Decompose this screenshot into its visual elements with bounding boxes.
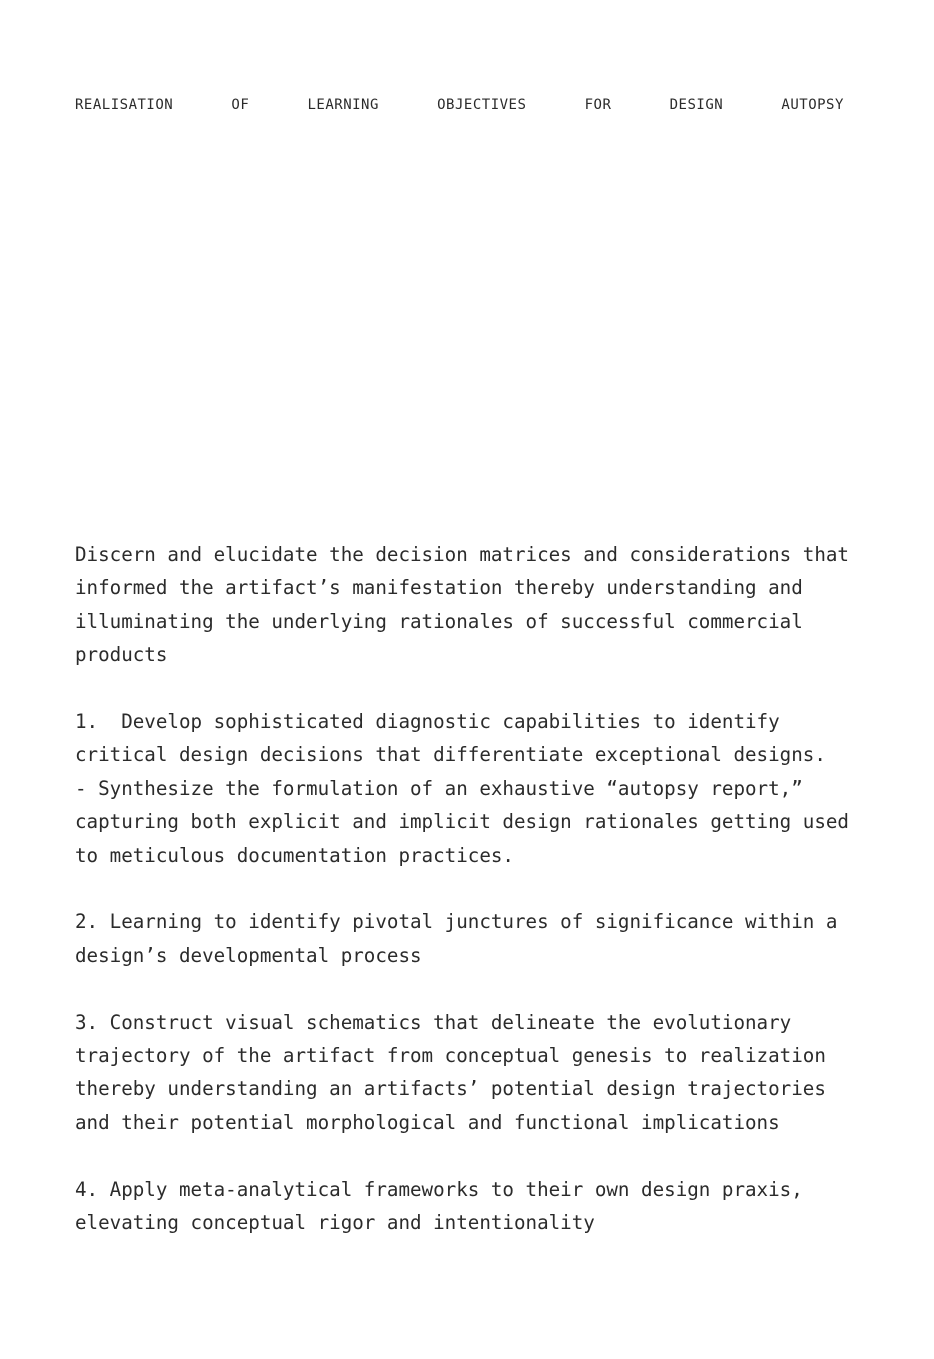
objective-1: [75, 705, 865, 872]
heading-word: OF: [231, 97, 250, 113]
heading-word: REALISATION: [75, 97, 174, 113]
text-line: to meticulous documentation practices.: [75, 843, 514, 867]
intro-paragraph: [75, 538, 865, 672]
text-line: design’s developmental process: [75, 943, 422, 967]
objective-4: [75, 1173, 865, 1240]
text-line: thereby understanding an artifacts’ potential design trajectories: [75, 1077, 826, 1101]
page-heading: [75, 97, 844, 113]
text-line: and their potential morphological and functional implications: [75, 1110, 780, 1134]
text-line: capturing both explicit and implicit design rationales getting used: [75, 810, 849, 834]
document-body: [75, 538, 865, 1273]
text-line: 1. Develop sophisticated diagnostic capabilities to identify: [75, 710, 780, 734]
text-line: 3. Construct visual schematics that delineate the evolutionary: [75, 1010, 792, 1034]
text-line: critical design decisions that differentiate exceptional designs.: [75, 743, 826, 767]
text-line: trajectory of the artifact from conceptual genesis to realization: [75, 1044, 826, 1068]
objective-3: [75, 1006, 865, 1140]
heading-word: DESIGN: [669, 97, 724, 113]
text-line: 4. Apply meta-analytical frameworks to their own design praxis,: [75, 1177, 803, 1201]
heading-word: LEARNING: [307, 97, 379, 113]
heading-word: FOR: [584, 97, 612, 113]
text-line: elevating conceptual rigor and intentionality: [75, 1211, 595, 1235]
heading-word: OBJECTIVES: [437, 97, 527, 113]
text-line: Discern and elucidate the decision matrices and considerations that: [75, 543, 849, 566]
objective-2: [75, 905, 865, 972]
text-line: products: [75, 643, 168, 667]
text-line: - Synthesize the formulation of an exhaustive “autopsy report,”: [75, 776, 803, 800]
text-line: informed the artifact’s manifestation thereby understanding and: [75, 576, 803, 600]
heading-word: AUTOPSY: [781, 97, 844, 113]
text-line: illuminating the underlying rationales of successful commercial: [75, 609, 803, 633]
text-line: 2. Learning to identify pivotal junctures of significance within a: [75, 910, 838, 934]
